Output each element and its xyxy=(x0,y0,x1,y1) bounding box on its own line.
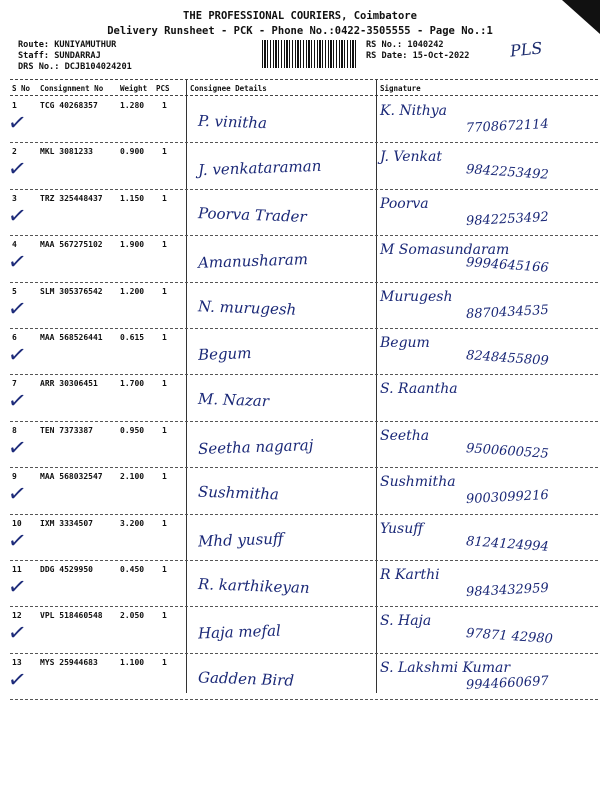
consignment-cell: TCG 40268357 xyxy=(40,101,98,110)
signature-handwriting: Sushmitha xyxy=(380,474,456,491)
pcs-cell: 1 xyxy=(162,240,167,250)
consignment-cell: MAA 568032547 xyxy=(40,472,103,482)
sno-cell: 3 xyxy=(12,193,17,203)
sno-cell: 13 xyxy=(12,657,22,667)
sno-cell: 10 xyxy=(12,518,22,528)
pcs-cell: 1 xyxy=(162,472,167,482)
checkmark-icon: ✓ xyxy=(6,249,29,277)
weight-cell: 2.050 xyxy=(120,611,145,621)
col-weight: Weight xyxy=(120,84,148,93)
drs-label: DRS No.: DCJB104024201 xyxy=(18,62,132,72)
pcs-cell: 1 xyxy=(162,657,167,667)
row-divider xyxy=(10,699,598,700)
weight-cell: 3.200 xyxy=(120,518,145,528)
weight-cell: 1.200 xyxy=(120,286,145,296)
consignee-handwriting: J. venkataraman xyxy=(197,157,322,180)
checkmark-icon: ✓ xyxy=(6,620,29,648)
checkmark-icon: ✓ xyxy=(6,156,29,184)
phone-handwriting: 9003099216 xyxy=(465,488,550,508)
header-rule-bottom xyxy=(10,95,598,96)
checkmark-icon: ✓ xyxy=(6,202,29,230)
pcs-cell: 1 xyxy=(162,425,167,435)
signature-handwriting: K. Nithya xyxy=(380,103,447,119)
consignee-handwriting: Poorva Trader xyxy=(197,203,307,226)
table-row xyxy=(6,143,598,189)
signature-handwriting: S. Lakshmi Kumar xyxy=(380,659,511,676)
table-row xyxy=(6,422,598,468)
checkmark-icon: ✓ xyxy=(6,573,29,602)
signature-handwriting: S. Haja xyxy=(380,613,432,630)
sno-cell: 2 xyxy=(12,147,17,157)
phone-handwriting: 9500600525 xyxy=(465,440,550,462)
table-row xyxy=(6,561,598,607)
rs-date: RS Date: 15-Oct-2022 xyxy=(366,51,470,61)
checkmark-icon: ✓ xyxy=(6,666,29,694)
sno-cell: 5 xyxy=(12,286,17,296)
pcs-cell: 1 xyxy=(162,565,167,574)
consignee-handwriting: M. Nazar xyxy=(197,390,270,411)
table-row xyxy=(6,375,598,421)
staff-label: Staff: SUNDARRAJ xyxy=(18,51,101,61)
pcs-cell: 1 xyxy=(162,286,167,296)
pcs-cell: 1 xyxy=(162,518,167,528)
weight-cell: 0.615 xyxy=(120,333,145,342)
consignment-cell: MAA 568526441 xyxy=(40,333,103,342)
sno-cell: 11 xyxy=(12,565,22,574)
weight-cell: 1.280 xyxy=(120,101,145,110)
signature-handwriting: Seetha xyxy=(380,427,430,444)
consignee-handwriting: P. vinitha xyxy=(197,111,268,133)
weight-cell: 0.950 xyxy=(120,425,145,435)
phone-handwriting: 9944660697 xyxy=(465,673,550,693)
sno-cell: 4 xyxy=(12,240,17,250)
rs-number: RS No.: 1040242 xyxy=(366,40,444,50)
table-row xyxy=(6,190,598,236)
table-row xyxy=(6,515,598,561)
signature-handwriting: M Somasundaram xyxy=(380,242,510,259)
table-row xyxy=(6,329,598,375)
phone-handwriting: 8870434535 xyxy=(465,302,550,322)
header-rule-top xyxy=(10,79,598,80)
consignment-cell: SLM 305376542 xyxy=(40,286,103,296)
consignee-handwriting: N. murugesh xyxy=(197,296,297,319)
consignment-cell: ARR 30306451 xyxy=(40,379,98,389)
handwritten-note: PLS xyxy=(509,38,544,61)
consignee-handwriting: Begum xyxy=(197,344,252,364)
consignment-cell: MYS 25944683 xyxy=(40,657,98,667)
checkmark-icon: ✓ xyxy=(6,481,29,509)
table-row xyxy=(6,607,598,653)
sno-cell: 8 xyxy=(12,425,17,435)
pcs-cell: 1 xyxy=(162,379,167,389)
consignment-cell: IXM 3334507 xyxy=(40,518,93,528)
consignee-handwriting: Sushmitha xyxy=(197,482,280,504)
checkmark-icon: ✓ xyxy=(6,109,29,138)
consignment-cell: DDG 4529950 xyxy=(40,565,93,574)
phone-handwriting: 8124124994 xyxy=(465,533,550,555)
col-sno: S No xyxy=(12,84,31,93)
consignment-cell: MAA 567275102 xyxy=(40,240,103,250)
pcs-cell: 1 xyxy=(162,101,167,110)
route-label: Route: KUNIYAMUTHUR xyxy=(18,40,117,50)
checkmark-icon: ✓ xyxy=(6,295,29,323)
col-pcs: PCS xyxy=(156,84,170,93)
phone-handwriting: 8248455809 xyxy=(465,348,550,369)
col-consignee: Consignee Details xyxy=(190,84,267,93)
phone-handwriting: 9842253492 xyxy=(465,162,550,184)
signature-handwriting: Poorva xyxy=(380,195,429,212)
phone-handwriting: 9842253492 xyxy=(465,209,550,229)
table-row xyxy=(6,654,598,700)
checkmark-icon: ✓ xyxy=(6,341,29,370)
signature-handwriting: Begum xyxy=(380,335,430,351)
sno-cell: 12 xyxy=(12,611,22,621)
pcs-cell: 1 xyxy=(162,147,167,157)
weight-cell: 1.900 xyxy=(120,240,145,250)
consignee-handwriting: Haja mefal xyxy=(197,621,282,643)
checkmark-icon: ✓ xyxy=(6,388,29,416)
sno-cell: 9 xyxy=(12,472,17,482)
company-title: THE PROFESSIONAL COURIERS, Coimbatore xyxy=(183,10,417,22)
phone-handwriting: 9994645166 xyxy=(465,255,550,277)
col-consignment: Consignment No xyxy=(40,84,104,93)
pcs-cell: 1 xyxy=(162,193,167,203)
consignee-handwriting: R. karthikeyan xyxy=(197,575,310,597)
pcs-cell: 1 xyxy=(162,611,167,621)
consignment-cell: TRZ 325448437 xyxy=(40,193,103,203)
signature-handwriting: Murugesh xyxy=(380,288,453,305)
sno-cell: 1 xyxy=(12,101,17,110)
weight-cell: 2.100 xyxy=(120,472,145,482)
checkmark-icon: ✓ xyxy=(6,527,29,555)
pcs-cell: 1 xyxy=(162,333,167,342)
weight-cell: 0.450 xyxy=(120,565,145,574)
table-row xyxy=(6,283,598,329)
weight-cell: 1.150 xyxy=(120,193,145,203)
consignment-cell: VPL 518460548 xyxy=(40,611,103,621)
consignment-cell: TEN 7373387 xyxy=(40,425,93,435)
signature-handwriting: S. Raantha xyxy=(380,381,458,398)
table-row xyxy=(6,97,598,143)
signature-handwriting: J. Venkat xyxy=(380,149,443,166)
table-row xyxy=(6,468,598,514)
barcode xyxy=(262,40,358,68)
checkmark-icon: ✓ xyxy=(6,434,29,462)
col-signature: Signature xyxy=(380,84,421,93)
sno-cell: 6 xyxy=(12,333,17,342)
weight-cell: 1.100 xyxy=(120,657,145,667)
consignment-cell: MKL 3081233 xyxy=(40,147,93,157)
consignee-handwriting: Mhd yusuff xyxy=(197,529,284,551)
consignee-handwriting: Gadden Bird xyxy=(197,668,295,690)
signature-handwriting: Yusuff xyxy=(380,520,424,537)
phone-handwriting: 7708672114 xyxy=(465,116,550,137)
consignee-handwriting: Seetha nagaraj xyxy=(197,435,314,458)
signature-handwriting: R Karthi xyxy=(380,567,440,583)
runsheet-subtitle: Delivery Runsheet - PCK - Phone No.:0422-3505555 - Page No.:1 xyxy=(107,25,493,37)
phone-handwriting: 9843432959 xyxy=(465,580,550,601)
sno-cell: 7 xyxy=(12,379,17,389)
weight-cell: 0.900 xyxy=(120,147,145,157)
phone-handwriting: 97871 42980 xyxy=(465,626,554,648)
table-row xyxy=(6,236,598,282)
weight-cell: 1.700 xyxy=(120,379,145,389)
consignee-handwriting: Amanusharam xyxy=(197,250,309,273)
